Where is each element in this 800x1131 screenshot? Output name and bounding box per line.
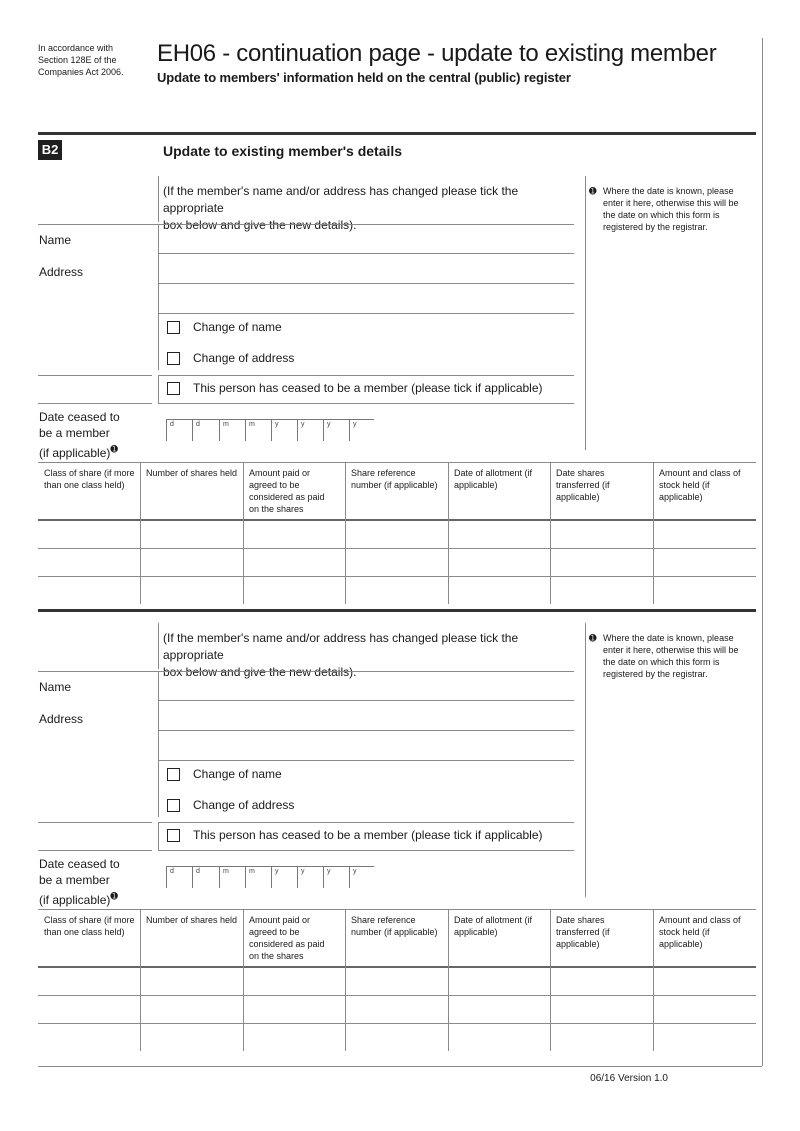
address-label: Address (39, 712, 84, 726)
note-ref-icon: ➊ (110, 891, 118, 901)
name-input[interactable] (158, 671, 574, 701)
rule (243, 909, 244, 1051)
change-of-address-label: Change of address (193, 351, 295, 365)
date-digit-box[interactable] (219, 866, 239, 888)
address-input-line-2[interactable] (158, 284, 574, 314)
form-subtitle: Update to members' information held on the central (public) register (157, 70, 571, 85)
table-header-amount-paid: Amount paid or agreed to be considered as paid on the shares (249, 468, 325, 514)
rule (158, 822, 159, 850)
member-block-2 (0, 447, 800, 1057)
note-left-rule (585, 623, 586, 897)
name-label: Name (39, 680, 72, 694)
date-placeholder: y (301, 421, 305, 428)
rule (158, 375, 574, 376)
rule (38, 966, 756, 968)
rule (38, 995, 756, 996)
date-digit-box[interactable] (192, 419, 212, 441)
date-digit-box[interactable] (166, 419, 186, 441)
change-of-address-label: Change of address (193, 798, 295, 812)
date-placeholder: d (196, 421, 200, 428)
name-input[interactable] (158, 224, 574, 254)
table-header-stock: Amount and class of stock held (if applicable) (659, 468, 741, 502)
address-input-line-2[interactable] (158, 731, 574, 761)
date-digit-box[interactable] (297, 419, 317, 441)
rule (166, 419, 374, 420)
note-text: Where the date is known, please enter it here, otherwise this will be the date on which this form is registered by the registrar. (603, 633, 739, 679)
form-title: EH06 - continuation page - update to existing member (157, 40, 717, 67)
table-header-share-ref: Share reference number (if applicable) (351, 468, 438, 490)
change-of-name-checkbox[interactable] (167, 768, 180, 781)
change-of-address-option[interactable] (167, 798, 294, 812)
rule (166, 866, 374, 867)
date-placeholder: m (223, 421, 229, 428)
date-digit-box[interactable] (271, 419, 291, 441)
date-digit-box[interactable] (166, 866, 186, 888)
rule (38, 1023, 756, 1024)
legal-reference: In accordance with Section 128E of the Companies Act 2006. (38, 43, 124, 77)
date-digit-box[interactable] (323, 419, 343, 441)
note-text: Where the date is known, please enter it here, otherwise this will be the date on which this form is registered by the registrar. (603, 186, 739, 232)
date-placeholder: y (353, 421, 357, 428)
date-placeholder: d (170, 868, 174, 875)
instruction-line-1: (If the member's name and/or address has changed please tick the appropriate (163, 184, 519, 215)
table-header-number: Number of shares held (146, 915, 238, 925)
instruction-line-2: box below and give the new details). (163, 218, 357, 232)
date-placeholder: y (301, 868, 305, 875)
instr-left-rule (158, 623, 159, 669)
table-header-number: Number of shares held (146, 468, 238, 478)
date-digit-box[interactable] (349, 419, 369, 441)
rule (158, 375, 159, 403)
section-title: Update to existing member's details (163, 143, 403, 159)
date-placeholder: d (196, 868, 200, 875)
rule (158, 850, 574, 851)
ceased-member-option[interactable] (167, 381, 543, 395)
change-of-name-option[interactable] (167, 320, 282, 334)
rule (345, 909, 346, 1051)
table-header-class: Class of share (if more than one class held) (44, 915, 135, 937)
rule (448, 909, 449, 1051)
date-digit-box[interactable] (271, 866, 291, 888)
ceased-member-option[interactable] (167, 828, 543, 842)
table-header-transferred: Date shares transferred (if applicable) (556, 915, 610, 949)
rule (158, 761, 159, 817)
date-digit-box[interactable] (323, 866, 343, 888)
ceased-member-checkbox[interactable] (167, 829, 180, 842)
rule (653, 909, 654, 1051)
table-header-share-ref: Share reference number (if applicable) (351, 915, 438, 937)
instruction-line-2: box below and give the new details). (163, 665, 357, 679)
change-of-name-label: Change of name (193, 767, 282, 781)
date-placeholder: y (327, 421, 331, 428)
rule (158, 403, 574, 404)
address-label: Address (39, 265, 84, 279)
date-digit-box[interactable] (245, 866, 265, 888)
ceased-member-label: This person has ceased to be a member (please tick if applicable) (193, 381, 543, 395)
date-placeholder: y (327, 868, 331, 875)
date-placeholder: y (353, 868, 357, 875)
change-of-address-checkbox[interactable] (167, 352, 180, 365)
date-digit-box[interactable] (192, 866, 212, 888)
ceased-member-checkbox[interactable] (167, 382, 180, 395)
change-of-name-option[interactable] (167, 767, 282, 781)
rule (38, 375, 152, 376)
table-header-amount-paid: Amount paid or agreed to be considered as paid on the shares (249, 915, 325, 961)
date-placeholder: y (275, 421, 279, 428)
address-input-line-1[interactable] (158, 254, 574, 284)
date-ceased-label (39, 856, 120, 908)
date-placeholder: y (275, 868, 279, 875)
date-digit-box[interactable] (245, 419, 265, 441)
page-bottom-border (38, 1066, 762, 1067)
date-placeholder: m (249, 868, 255, 875)
note-bullet-icon: ➊ (589, 633, 597, 643)
table-header-stock: Amount and class of stock held (if applicable) (659, 915, 741, 949)
date-digit-box[interactable] (219, 419, 239, 441)
rule (140, 909, 141, 1051)
date-placeholder: d (170, 421, 174, 428)
date-digit-box[interactable] (349, 866, 369, 888)
address-input-line-1[interactable] (158, 701, 574, 731)
change-of-address-option[interactable] (167, 351, 294, 365)
date-digit-box[interactable] (297, 866, 317, 888)
rule (550, 909, 551, 1051)
instruction-line-1: (If the member's name and/or address has changed please tick the appropriate (163, 631, 519, 662)
change-of-address-checkbox[interactable] (167, 799, 180, 812)
date-placeholder: m (223, 868, 229, 875)
date-label-line-3: (if applicable) (39, 446, 111, 460)
rule (38, 909, 756, 910)
date-placeholder: m (249, 421, 255, 428)
date-note (589, 632, 753, 680)
table-header-class: Class of share (if more than one class held) (44, 468, 135, 490)
date-label-line-1: Date ceased to (39, 410, 120, 424)
version-footer: 06/16 Version 1.0 (590, 1073, 668, 1084)
rule (38, 403, 152, 404)
name-label: Name (39, 233, 72, 247)
ceased-member-label: This person has ceased to be a member (please tick if applicable) (193, 828, 543, 842)
change-of-name-label: Change of name (193, 320, 282, 334)
date-label-line-2: be a member (39, 873, 110, 887)
rule (158, 314, 159, 370)
date-label-line-3: (if applicable) (39, 893, 111, 907)
change-of-name-checkbox[interactable] (167, 321, 180, 334)
table-header-allotment: Date of allotment (if applicable) (454, 468, 533, 490)
table-header-transferred: Date shares transferred (if applicable) (556, 468, 610, 502)
rule (158, 822, 574, 823)
date-label-line-2: be a member (39, 426, 110, 440)
instr-left-rule (158, 176, 159, 222)
section-badge: B2 (38, 140, 62, 160)
share-table (38, 909, 756, 1051)
date-note (589, 185, 753, 233)
rule (38, 822, 152, 823)
table-header-allotment: Date of allotment (if applicable) (454, 915, 533, 937)
note-ref-icon: ➊ (110, 444, 118, 454)
note-bullet-icon: ➊ (589, 186, 597, 196)
date-label-line-1: Date ceased to (39, 857, 120, 871)
note-left-rule (585, 176, 586, 450)
rule (38, 850, 152, 851)
